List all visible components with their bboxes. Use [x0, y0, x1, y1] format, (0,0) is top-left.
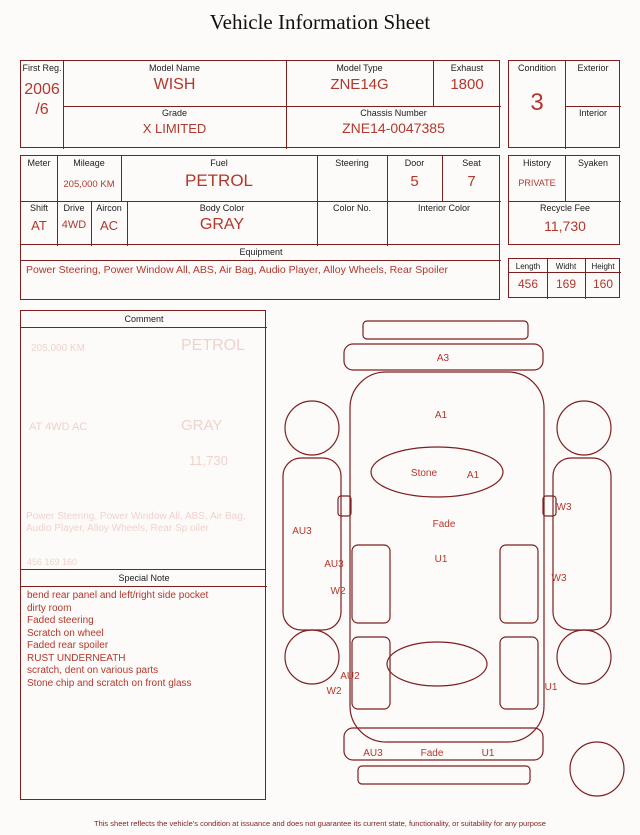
equipment-value: Power Steering, Power Window All, ABS, Air Bag, Audio Player, Alloy Wheels, Rear Spoiler [26, 264, 448, 276]
equipment-box [20, 244, 500, 300]
spare-tire [570, 742, 624, 796]
interior-label: Interior [578, 108, 607, 118]
damage-mark: Stone [410, 468, 438, 479]
ghost-text: 11,730 [189, 453, 228, 468]
divider [21, 260, 501, 261]
exhaust-label: Exhaust [450, 63, 484, 73]
mileage-value: 205,000 KM [63, 179, 115, 190]
first-reg-label: First Reg. [22, 63, 62, 73]
rear-window [387, 642, 487, 686]
chassis-number-value: ZNE14-0047385 [342, 120, 445, 136]
equipment-label: Equipment [239, 247, 283, 257]
special-note-box [20, 569, 266, 800]
mileage-label: Mileage [73, 158, 105, 168]
width-label: Widht [555, 262, 577, 271]
shift-value: AT [31, 218, 47, 233]
right-mirror [543, 496, 556, 516]
aircon-label: Aircon [96, 203, 122, 213]
recycle-fee-value: 11,730 [544, 218, 586, 234]
divider [509, 272, 621, 273]
front-right-wheel [557, 401, 611, 455]
ghost-text: GRAY [181, 417, 223, 434]
damage-mark: A1 [434, 410, 448, 421]
divider [565, 61, 566, 149]
divider [63, 106, 501, 107]
divider [509, 201, 621, 202]
comment-box [20, 310, 266, 570]
special-note-line: RUST UNDERNEATH [27, 652, 126, 664]
exhaust-value: 1800 [450, 76, 484, 93]
grade-label: Grade [161, 108, 187, 118]
damage-mark: AU2 [340, 671, 360, 682]
interior-color-label: Interior Color [417, 203, 471, 213]
damage-mark: W2 [326, 686, 342, 697]
length-value: 456 [517, 277, 539, 291]
rear-glass-strip [358, 766, 530, 784]
special-note-list [25, 590, 235, 690]
damage-mark: AU3 [292, 526, 312, 537]
divider [21, 201, 501, 202]
condition-value: 3 [530, 89, 544, 116]
steering-label: Steering [335, 158, 369, 168]
damage-mark: AU3 [324, 559, 344, 570]
height-label: Height [591, 262, 615, 271]
spec-table-left [20, 155, 500, 245]
ghost-text: AT 4WD AC [29, 421, 88, 433]
special-note-line: Scratch on wheel [27, 627, 104, 639]
history-label: History [522, 158, 551, 168]
grade-value: X LIMITED [142, 121, 207, 136]
special-note-label: Special Note [118, 573, 170, 583]
damage-mark: Fade [420, 748, 444, 759]
door-value: 5 [410, 173, 419, 190]
special-note-line: Stone chip and scratch on front glass [27, 677, 192, 689]
left-side-panel [283, 458, 341, 630]
seat-value: 7 [467, 173, 476, 190]
disclaimer-text: This sheet reflects the vehicle's condition at issuance and does not guarantee its current state, functionality, or suitability for any purpose [94, 819, 546, 828]
damage-mark: U1 [481, 748, 495, 759]
special-note-line: bend rear panel and left/right side pocket [27, 590, 209, 601]
meter-label: Meter [27, 158, 51, 168]
damage-mark: A1 [466, 470, 480, 481]
fuel-value: PETROL [184, 171, 254, 190]
comment-label: Comment [124, 314, 164, 324]
special-note-line: Faded steering [27, 615, 94, 626]
first-reg-year: 2006 [24, 81, 60, 98]
damage-mark: W3 [556, 502, 572, 513]
body-color-label: Body Color [199, 203, 245, 213]
door-label: Door [404, 158, 425, 168]
seat-label: Seat [462, 158, 481, 168]
syaken-label: Syaken [577, 158, 609, 168]
rear-left-wheel [285, 630, 339, 684]
damage-mark: Fade [432, 519, 456, 530]
divider [21, 327, 267, 328]
special-note-line: Faded rear spoiler [27, 640, 109, 651]
right-rear-door [500, 637, 538, 709]
damage-mark: U1 [434, 554, 448, 565]
car-diagram [268, 312, 636, 808]
divider [565, 106, 621, 107]
spec-table-right [508, 155, 620, 245]
aircon-value: AC [99, 218, 119, 233]
recycle-fee-label: Recycle Fee [539, 203, 591, 213]
dimensions-box [508, 258, 620, 298]
damage-mark: W3 [551, 573, 567, 584]
ghost-text: 205,000 KM [31, 343, 85, 354]
right-front-door [500, 545, 538, 623]
model-type-label: Model Type [336, 63, 383, 73]
model-name-label: Model Name [148, 63, 201, 73]
special-note-line: scratch, dent on various parts [27, 665, 159, 676]
front-left-wheel [285, 401, 339, 455]
top-table-right [508, 60, 620, 148]
first-reg-month: /6 [35, 101, 49, 118]
left-front-door [352, 545, 390, 623]
body-color-value: GRAY [199, 216, 245, 233]
height-value: 160 [592, 277, 614, 291]
history-value: PRIVATE [518, 178, 556, 188]
drive-value: 4WD [61, 219, 87, 231]
color-no-label: Color No. [332, 203, 371, 213]
rear-right-wheel [557, 630, 611, 684]
ghost-text: 456 169 160 [27, 557, 78, 567]
length-label: Length [515, 262, 541, 271]
front-glass-strip [363, 321, 528, 339]
drive-label: Drive [63, 203, 85, 213]
exterior-label: Exterior [577, 63, 609, 73]
right-side-panel [553, 458, 611, 630]
chassis-number-label: Chassis Number [360, 108, 427, 118]
shift-label: Shift [29, 203, 48, 213]
left-mirror [338, 496, 351, 516]
model-name-value: WISH [153, 76, 196, 93]
fuel-label: Fuel [210, 158, 228, 168]
damage-mark: U1 [544, 682, 558, 693]
page-title: Vehicle Information Sheet [209, 10, 431, 34]
ghost-text: PETROL [181, 337, 246, 354]
condition-label: Condition [517, 63, 557, 73]
width-value: 169 [555, 277, 577, 291]
divider [21, 586, 267, 587]
model-type-value: ZNE14G [330, 76, 389, 93]
top-table-left [20, 60, 500, 148]
damage-mark: W2 [330, 586, 346, 597]
ghost-text: Power Steering, Power Window All, ABS, Air Bag, Audio Player, Alloy Wheels, Rear Sp oiler [26, 511, 246, 534]
damage-mark: A3 [436, 353, 450, 364]
special-note-line: dirty room [27, 602, 72, 614]
damage-mark: AU3 [363, 748, 383, 759]
